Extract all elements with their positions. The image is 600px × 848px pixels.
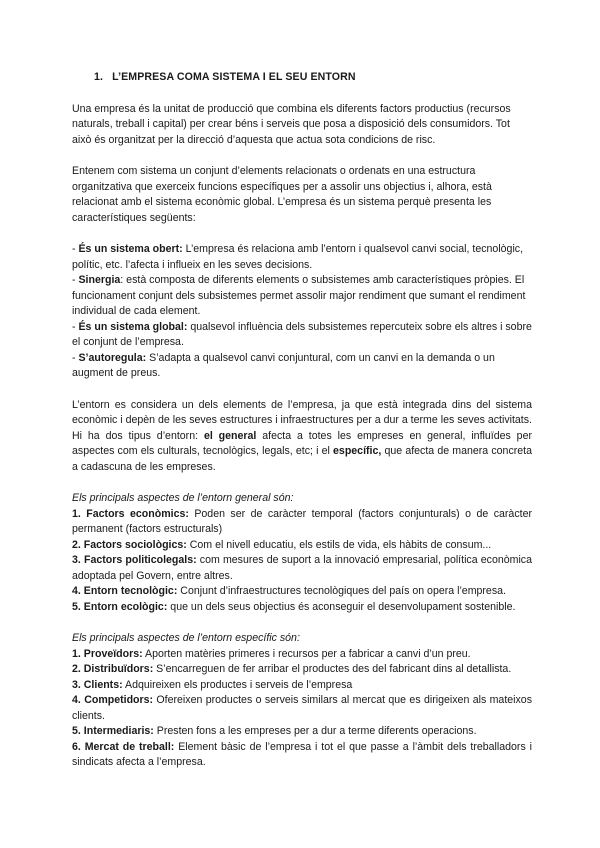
list-item: 4. Entorn tecnològic: Conjunt d’infraestructures tecnològiques del país on opera l’empresa. xyxy=(72,585,506,597)
list-item: 4. Competidors: Ofereixen productes o serveis similars al mercat que es dirigeixen als mateixos clients. xyxy=(72,694,532,722)
section-heading xyxy=(94,70,532,86)
paragraph-definition-sistema: Entenem com sistema un conjunt d’elements relacionats o ordenats en una estructura organitzativa que exerceix funcions específiques per a assolir uns objectius i, alhora, està relacionat amb el sistema econòmic global. L’empresa és un sistema perquè presenta les característiques següents: xyxy=(72,165,492,224)
document-page xyxy=(72,70,532,787)
list-item: - És un sistema global: qualsevol influència dels subsistemes repercuteix sobre els altres i sobre el conjunt de l’empresa. xyxy=(72,320,532,348)
paragraph-definition-empresa: Una empresa és la unitat de producció que combina els diferents factors productius (recursos naturals, treball i capital) per crear béns i serveis que posa a disposició dels consumidors. Tot això és organitzat per la direcció d’aquesta que actua sota condicions de risc. xyxy=(72,102,511,146)
general-aspects-list xyxy=(72,507,532,616)
section-title: L’EMPRESA COMA SISTEMA I EL SEU ENTORN xyxy=(112,71,356,83)
list-item: - S’autoregula: S’adapta a qualsevol canvi conjuntural, com un canvi en la demanda o un augment de preus. xyxy=(72,351,495,379)
list-item: 1. Proveïdors: Aporten matèries primeres i recursos per a fabricar a canvi d’un preu. xyxy=(72,647,471,660)
list-item: 3. Factors politicolegals: com mesures de suport a la innovació empresarial, política econòmica adoptada pel Govern, entre altres. xyxy=(72,554,532,582)
list-item: 5. Intermediaris: Presten fons a les empreses per a dur a terme diferents operacions. xyxy=(72,725,477,737)
paragraph-entorn: L’entorn es considera un dels elements de l’empresa, ja que està integrada dins del sistema econòmic i depèn de les seves estructures i infraestructures per a dur a terme les seves activitats. Hi ha dos tipus d’entorn: el general afecta a totes les empreses en general, influïdes per aspectes com els culturals, tecnològics, legals, etc; i el específic, que afecta de manera concreta a cadascuna de les empreses. xyxy=(72,398,532,473)
list-item: 5. Entorn ecològic: que un dels seus objectius és aconseguir el desenvolupament sostenible. xyxy=(72,600,516,613)
list-item: 3. Clients: Adquireixen els productes i serveis de l’empresa xyxy=(72,678,353,691)
list-item: 2. Factors sociològics: Com el nivell educatiu, els estils de vida, els hàbits de consum... xyxy=(72,538,492,551)
list-item: - És un sistema obert: L’empresa és relaciona amb l’entorn i qualsevol canvi social, tecnològic, polític, etc. l’afecta i influeix en les seves decisions. xyxy=(72,243,524,271)
characteristics-list xyxy=(72,242,532,382)
general-aspects-title: Els principals aspectes de l’entorn general són: xyxy=(72,492,294,504)
term: És un sistema global: xyxy=(78,320,188,333)
list-item: 2. Distribuïdors: S’encarreguen de fer arribar el productes des del fabricant dins al detallista. xyxy=(72,663,512,675)
list-item: 6. Mercat de treball: Element bàsic de l’empresa i tot el que passe a l’àmbit dels treballadors i sindicats afecta a l’empresa. xyxy=(72,740,532,768)
list-item: - Sinergia: està composta de diferents elements o subsistemes amb característiques pròpies. El funcionament conjunt dels subsistemes permet assolir major rendiment que sumant el rendiment individual de cada element. xyxy=(72,274,526,317)
list-item: 1. Factors econòmics: Poden ser de caràcter temporal (factors conjunturals) o de caràcter permanent (factors estructurals) xyxy=(72,507,532,535)
section-number: 1. xyxy=(94,71,104,83)
term-especific: específic, xyxy=(333,445,382,457)
specific-aspects-title: Els principals aspectes de l’entorn específic són: xyxy=(72,632,300,644)
term: S’autoregula: xyxy=(78,351,147,364)
term: Sinergia xyxy=(78,274,121,286)
specific-aspects-list xyxy=(72,647,532,771)
term: És un sistema obert: xyxy=(78,243,183,255)
term-general: el general xyxy=(203,429,257,442)
